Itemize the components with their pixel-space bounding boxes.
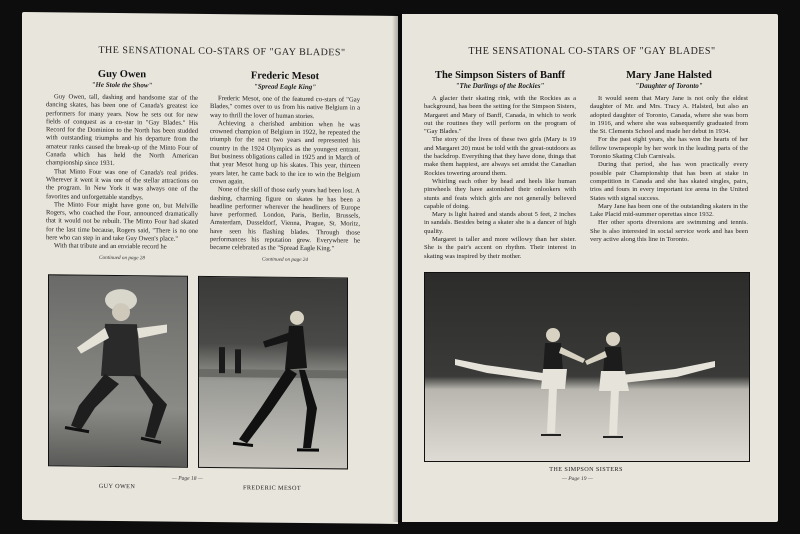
continued-note: Continued on page 28 bbox=[99, 254, 145, 261]
paragraph: Whirling each other by head and heels like human pinwheels they have astonished their onlookers with stunts and feats which girls are not generally believed capable of doing. bbox=[424, 177, 576, 210]
paragraph: Margaret is taller and more willowy than her sister. She is the pair's accent on rhythm. Their interest in skating was inspired by their mother. bbox=[424, 236, 576, 260]
article-body-mary-jane-halsted bbox=[590, 95, 748, 244]
article-title-simpson-sisters: The Simpson Sisters of Banff bbox=[434, 70, 566, 81]
mary-jane-halsted-article bbox=[590, 70, 748, 244]
paragraph: Mary is light haired and stands about 5 feet, 2 inches in sandals. Besides being a skater she is a dancer of high quality. bbox=[424, 211, 576, 235]
simpson-sisters-article bbox=[424, 70, 576, 261]
paragraph: The story of the lives of these two girls (Mary is 19 and Margaret 20) must be told with the great-outdoors as the backdrop. Everything that they have done, things that make them happiest, are always set amidst the Canadian Rockies towering around them. bbox=[424, 136, 576, 177]
frederic-mesot-article bbox=[210, 70, 360, 263]
paragraph: It would seem that Mary Jane is not only the eldest daughter of Mr. and Mrs. Tracy A. Halsted, but also an adopted daughter of Toronto, Canada, where she was born in 1916, and where she was subsequently graduated from the St. Clements School and made her debut in 1934. bbox=[590, 95, 748, 136]
paragraph: A glacier their skating rink, with the Rockies as a background, has been the setting for the Simpson Sisters, Margaret and Mary of Banff, Canada, in which to work out the routines they will perform on the program of "Gay Blades." bbox=[424, 95, 576, 136]
left-page bbox=[22, 12, 398, 524]
article-body-guy-owen bbox=[46, 93, 198, 252]
paragraph: The Minto Four might have gone on, but Melville Rogers, who coached the Four, announced dramatically that it would not be rebuilt. The Minto Four had skated for the last time because, Rogers said, "There is no one here who can step in and take Guy Owen's place." bbox=[46, 201, 198, 243]
photo-simpson-sisters bbox=[424, 272, 750, 462]
photo-frederic-mesot bbox=[198, 276, 348, 470]
right-running-head: THE SENSATIONAL CO-STARS OF "GAY BLADES" bbox=[468, 46, 716, 57]
page-number-right: — Page 19 — bbox=[562, 476, 593, 482]
continued-note: Continued on page 24 bbox=[262, 256, 308, 263]
paragraph: None of the skill of those early years had been lost. A dashing, charming figure on skates he has been a headline performer wherever the headliners of Europe have performed. London, Paris, Berlin, Brussels, Amsterdam, Dusseldorf, Vienna, Prague, St. Moritz, have seen his flashing blades. Through those performances his reputation grew. Everywhere he became celebrated as the "Spread Eagle King." bbox=[210, 186, 360, 253]
magazine-spread bbox=[22, 14, 778, 522]
paragraph: Achieving a cherished ambition when he was crowned champion of Belgium in 1922, he repeated the triumph for the next two years and represented his country in the 1924 Olympics as the youngest entrant. But business obligations called in 1925 and in March of that year Mesot hung up his skates. This year, thirteen years later, he came back to the ice to win the Belgium crown again. bbox=[210, 119, 360, 186]
guy-owen-article bbox=[46, 68, 198, 261]
article-title-mary-jane-halsted: Mary Jane Halsted bbox=[626, 70, 712, 81]
paragraph: Frederic Mesot, one of the featured co-stars of "Gay Blades," comes over to us from his native Belgium in a way to thrill the lover of human stories. bbox=[210, 95, 360, 120]
photo-caption-guy-owen: GUY OWEN bbox=[98, 482, 136, 491]
article-subtitle-frederic-mesot: "Spread Eagle King" bbox=[253, 82, 317, 92]
paragraph: Mary Jane has been one of the outstanding skaters in the Lake Placid mid-summer operettas since 1932. bbox=[590, 202, 748, 219]
skater-figure-icon bbox=[49, 275, 187, 466]
article-title-frederic-mesot: Frederic Mesot bbox=[250, 70, 320, 83]
article-subtitle-mary-jane-halsted: "Daughter of Toronto" bbox=[635, 82, 703, 90]
paragraph: For the past eight years, she has won the hearts of her fellow townspeople by her work in the leading parts of the Toronto Skating Club Carnivals. bbox=[590, 136, 748, 161]
photo-caption-frederic-mesot: FREDERIC MESOT bbox=[242, 484, 302, 492]
skater-figure-icon bbox=[199, 277, 347, 469]
page-number-left: — Page 18 — bbox=[172, 475, 203, 482]
article-title-guy-owen: Guy Owen bbox=[97, 68, 147, 81]
skater-pair-icon bbox=[425, 273, 749, 461]
article-body-frederic-mesot bbox=[210, 95, 360, 254]
paragraph: Guy Owen, tall, dashing and handsome star of the dancing skates, has been one of Canada's greatest ice performers for many years. Now he sets out for new fields of conquest as a co-star in "Gay Blades." His Record for the Dominion to the North has been studded with outstanding triumphs and his departure from the amateur ranks caused the break-up of the Minto Four of Canada which has held the North American championship since 1931. bbox=[46, 93, 198, 168]
article-subtitle-simpson-sisters: "The Darlings of the Rockies" bbox=[455, 82, 545, 90]
photo-caption-simpson-sisters: THE SIMPSON SISTERS bbox=[549, 466, 623, 473]
article-subtitle-guy-owen: "He Stole the Show" bbox=[91, 80, 153, 90]
left-running-head: THE SENSATIONAL CO-STARS OF "GAY BLADES" bbox=[98, 44, 346, 59]
right-page bbox=[402, 14, 778, 522]
photo-guy-owen bbox=[48, 274, 188, 467]
paragraph: During that period, she has won practically every possible pair Championship that has been at stake in competition in Canada and she has skated singles, pairs, trios and fours in every important ice arena in the United States with signal success. bbox=[590, 161, 748, 202]
paragraph: With that tribute and an enviable record he bbox=[54, 242, 167, 251]
article-body-simpson-sisters bbox=[424, 95, 576, 261]
paragraph: That Minto Four was one of Canada's real prides. Wherever it went it was one of the stellar attractions on the program. In New York it was always one of the favorites and unforgettable standbys. bbox=[46, 168, 198, 201]
paragraph: Her other sports diversions are swimming and tennis. She is also interested in social service work and has been very active along this line in Toronto. bbox=[590, 219, 748, 244]
